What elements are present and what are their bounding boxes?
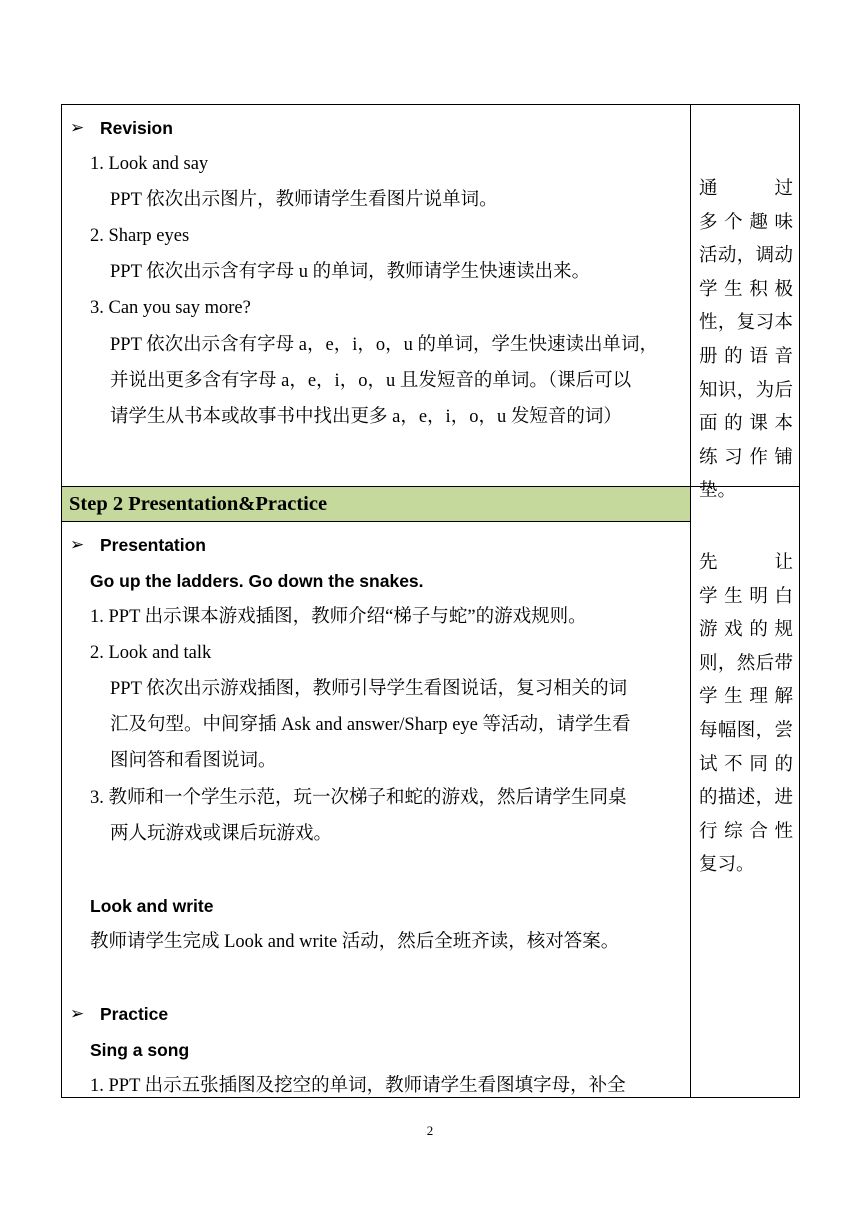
page-number: 2 bbox=[426, 1123, 434, 1138]
look-write-body: 教师请学生完成 Look and write 活动，然后全班齐读，核对答案。 bbox=[90, 932, 620, 952]
revision-note bbox=[699, 173, 793, 509]
note-line: 游戏的规 bbox=[699, 620, 793, 641]
note-line: 复习。 bbox=[699, 855, 755, 876]
presentation-note bbox=[699, 547, 793, 883]
presentation-item-3-line-1: 3. 教师和一个学生示范，玩一次梯子和蛇的游戏，然后请学生同桌 bbox=[90, 788, 627, 808]
revision-item-2-title: 2. Sharp eyes bbox=[90, 226, 190, 246]
arrow-bullet-icon: ➢ bbox=[70, 118, 85, 138]
note-line: 学生明白 bbox=[699, 586, 793, 607]
note-line: 先 让 bbox=[699, 553, 793, 573]
revision-item-3-title: 3. Can you say more? bbox=[90, 298, 251, 318]
revision-item-3-body-line-1: PPT 依次出示含有字母 a，e，i，o，u 的单词，学生快速读出单词， bbox=[110, 335, 658, 355]
step2-title: Step 2 Presentation&Practice bbox=[69, 493, 328, 515]
step2-title-cell bbox=[62, 487, 691, 522]
presentation-item-2-body-line-1: PPT 依次出示游戏插图，教师引导学生看图说话，复习相关的词 bbox=[110, 679, 628, 699]
sing-song-heading: Sing a song bbox=[90, 1040, 190, 1060]
note-line: 试不同的 bbox=[699, 754, 793, 775]
arrow-bullet-icon: ➢ bbox=[70, 535, 85, 555]
presentation-item-2-body-line-3: 图问答和看图说词。 bbox=[110, 751, 277, 771]
revision-item-1-title: 1. Look and say bbox=[90, 154, 209, 174]
revision-item-3-body-line-3: 请学生从书本或故事书中找出更多 a，e，i，o，u 发短音的词） bbox=[110, 407, 622, 427]
step2-title-row bbox=[62, 487, 800, 522]
note-line: 活动，调动 bbox=[699, 246, 793, 267]
presentation-item-3-line-2: 两人玩游戏或课后玩游戏。 bbox=[110, 824, 333, 844]
note-line: 每幅图，尝 bbox=[699, 720, 793, 741]
look-write-heading: Look and write bbox=[90, 896, 214, 916]
revision-item-3-body-line-2: 并说出更多含有字母 a，e，i，o，u 且发短音的单词。（课后可以 bbox=[110, 371, 632, 391]
revision-content-cell bbox=[62, 105, 691, 487]
note-line: 多个趣味 bbox=[699, 212, 793, 233]
sing-song-item-1: 1. PPT 出示五张插图及挖空的单词，教师请学生看图填字母，补全 bbox=[90, 1076, 626, 1096]
presentation-item-2-body-line-2: 汇及句型。中间穿插 Ask and answer/Sharp eye 等活动，请学生看 bbox=[110, 715, 631, 735]
presentation-row bbox=[62, 522, 800, 1098]
lesson-plan-table bbox=[61, 104, 800, 1098]
note-line: 练习作铺 bbox=[699, 447, 793, 468]
game-subheading: Go up the ladders. Go down the snakes. bbox=[90, 571, 424, 591]
note-line: 面的课本 bbox=[699, 414, 793, 435]
presentation-heading: Presentation bbox=[100, 535, 206, 555]
note-line: 学生理解 bbox=[699, 687, 793, 708]
presentation-content-cell bbox=[62, 522, 691, 1098]
note-line: 则，然后带 bbox=[699, 653, 793, 674]
revision-item-1-body: PPT 依次出示图片，教师请学生看图片说单词。 bbox=[110, 190, 498, 210]
note-line: 册的语音 bbox=[699, 346, 793, 367]
revision-note-cell bbox=[691, 105, 800, 502]
note-line: 行综合性 bbox=[699, 821, 793, 842]
note-line: 垫。 bbox=[699, 481, 737, 502]
practice-heading: Practice bbox=[100, 1004, 169, 1024]
note-line: 通 过 bbox=[699, 179, 793, 199]
arrow-bullet-icon: ➢ bbox=[70, 1004, 85, 1024]
revision-heading: Revision bbox=[100, 118, 173, 138]
note-line: 性，复习本 bbox=[699, 313, 793, 334]
revision-item-2-body: PPT 依次出示含有字母 u 的单词，教师请学生快速读出来。 bbox=[110, 262, 591, 282]
note-line: 学生积极 bbox=[699, 279, 793, 300]
note-line: 的描述，进 bbox=[699, 788, 793, 809]
presentation-note-cell bbox=[691, 487, 800, 1098]
presentation-item-1: 1. PPT 出示课本游戏插图，教师介绍“梯子与蛇”的游戏规则。 bbox=[90, 607, 587, 627]
presentation-item-2-title: 2. Look and talk bbox=[90, 643, 212, 663]
revision-row bbox=[62, 105, 800, 487]
note-line: 知识，为后 bbox=[699, 380, 793, 401]
